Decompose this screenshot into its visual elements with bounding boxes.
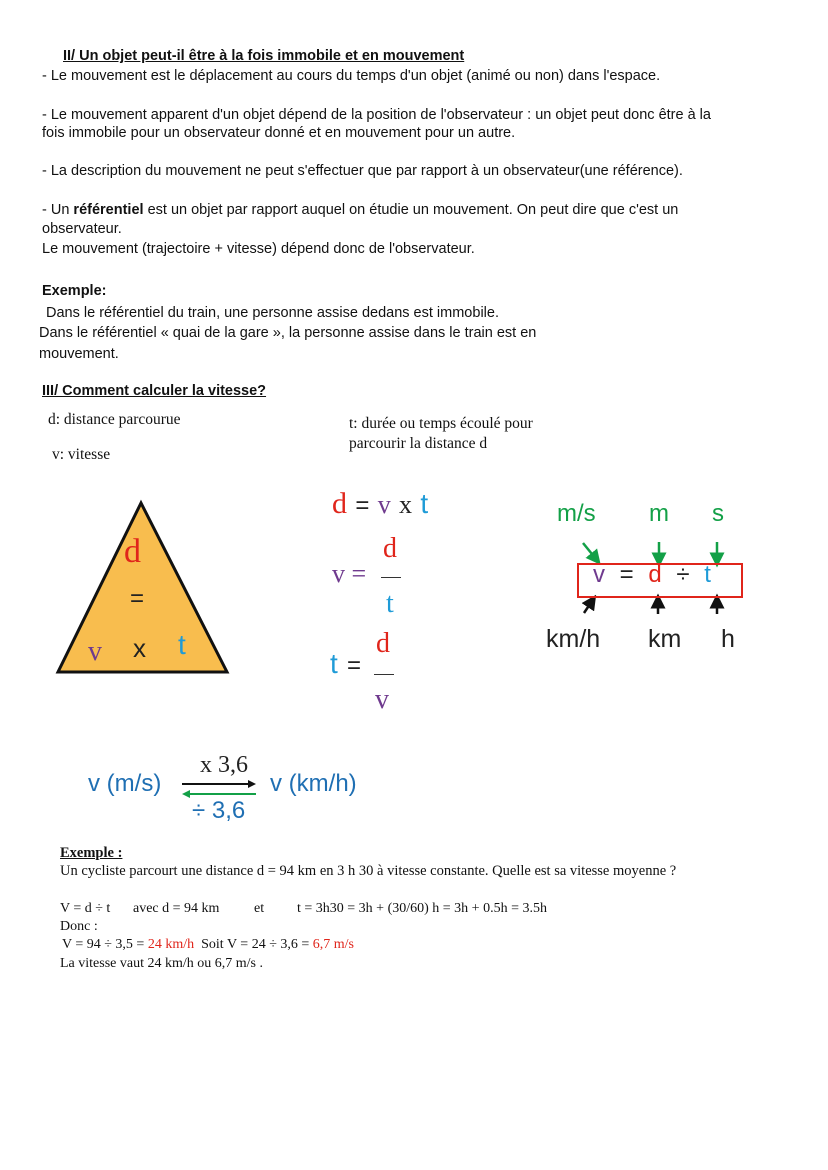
worked-example-calc [62, 937, 354, 953]
worked-example-t: t = 3h30 = 3h + (30/60) h = 3h + 0.5h = 3.5h [297, 901, 547, 916]
example-line-2: Dans le référentiel « quai de la gare », la personne assise dans le train est en [39, 325, 537, 341]
calc-soit: Soit V = 24 ÷ 3,6 = [201, 937, 313, 952]
box-div: ÷ [676, 561, 690, 588]
formula-v-numerator: d [383, 533, 397, 564]
worked-example-statement: Un cycliste parcourt une distance d = 94 km en 3 h 30 à vitesse constante. Quelle est sa vitesse moyenne ? [60, 863, 677, 879]
arrow-left-head [182, 790, 190, 798]
conversion-right: v (km/h) [270, 770, 357, 797]
paragraph-description: - La description du mouvement ne peut s'effectuer que par rapport à un observateur(une référence). [42, 163, 683, 179]
paragraph-referentiel-2: observateur. [42, 221, 122, 237]
unit-h-bottom: h [721, 625, 735, 653]
unit-km-bottom: km [648, 625, 682, 653]
formula-t-lhs: t [330, 648, 338, 679]
triangle-d: d [124, 533, 141, 570]
worked-example-donc: Donc : [60, 919, 98, 934]
formula-v-denominator: t [386, 588, 394, 619]
example-line-3: mouvement. [39, 346, 119, 362]
formula-t-numerator: d [376, 628, 390, 659]
paragraph-apparent-movement-2: fois immobile pour un observateur donné et en mouvement pour un autre. [42, 125, 516, 141]
referentiel-prefix: - Un [42, 202, 74, 218]
worked-example-formula: V = d ÷ t [60, 901, 111, 916]
paragraph-apparent-movement-1: - Le mouvement apparent d'un objet dépend de la position de l'observateur : un objet peut donc être à la [42, 107, 711, 123]
paragraph-movement-definition: - Le mouvement est le déplacement au cours du temps d'un objet (animé ou non) dans l'espace. [42, 68, 661, 84]
box-eq: = [619, 561, 634, 588]
formula-d: d [332, 487, 347, 520]
formula-t-fraction-bar [374, 674, 394, 675]
worked-example-label: Exemple : [60, 845, 123, 861]
unit-kmh-bottom: km/h [546, 625, 601, 653]
worked-example-et: et [254, 901, 265, 916]
unit-ms-top: m/s [557, 500, 596, 527]
formula-d-equals-vxt [332, 487, 428, 521]
formula-t: t [420, 488, 429, 519]
box-v: v [593, 561, 605, 588]
formula-v-fraction-bar [381, 577, 401, 578]
arrow-ms-down [583, 543, 596, 559]
referentiel-rest: est un objet par rapport auquel on étudie un mouvement. On peut dire que c'est un [143, 202, 679, 218]
paragraph-trajectory: Le mouvement (trajectoire + vitesse) dépend donc de l'observateur. [42, 241, 475, 257]
arrow-kmh-up [584, 601, 592, 613]
example-line-1: Dans le référentiel du train, une personne assise dedans est immobile. [46, 305, 499, 321]
calc-prefix: V = 94 ÷ 3,5 = [62, 937, 148, 952]
definition-t-2: parcourir la distance d [349, 435, 488, 452]
conversion-top-op: x 3,6 [200, 752, 248, 778]
triangle-equals: = [130, 585, 145, 612]
triangle-t: t [178, 629, 186, 660]
section-3-title: III/ Comment calculer la vitesse? [42, 383, 267, 399]
section-2-title: II/ Un objet peut-il être à la fois immobile et en mouvement [63, 48, 465, 64]
referentiel-term: référentiel [73, 202, 144, 218]
triangle-x: x [133, 633, 146, 663]
conversion-left: v (m/s) [88, 770, 162, 797]
formula-eq: = [355, 492, 370, 519]
triangle-v: v [88, 636, 102, 667]
box-d: d [648, 561, 662, 588]
definition-d: d: distance parcourue [48, 411, 181, 428]
box-formula-row [593, 561, 711, 588]
definition-t-1: t: durée ou temps écoulé pour [349, 415, 533, 432]
formula-t-eq: = [347, 652, 362, 679]
formula-v-lhs: v = [332, 559, 367, 588]
formula-v: v [377, 490, 391, 519]
definition-v: v: vitesse [52, 446, 111, 463]
conversion-bottom-op: ÷ 3,6 [192, 797, 246, 824]
calc-result-ms: 6,7 m/s [312, 937, 355, 952]
paragraph-referentiel-1 [42, 201, 678, 219]
calc-result-kmh: 24 km/h [147, 937, 195, 952]
worked-example-avec: avec d = 94 km [133, 901, 220, 916]
unit-s-top: s [712, 500, 724, 527]
worked-example-conclusion: La vitesse vaut 24 km/h ou 6,7 m/s . [60, 956, 263, 971]
unit-m-top: m [649, 500, 669, 527]
example-label: Exemple: [42, 283, 107, 299]
formula-x: x [399, 490, 413, 519]
arrow-right-head [248, 780, 256, 788]
formula-t-denominator: v [375, 684, 389, 715]
box-t: t [704, 561, 711, 588]
